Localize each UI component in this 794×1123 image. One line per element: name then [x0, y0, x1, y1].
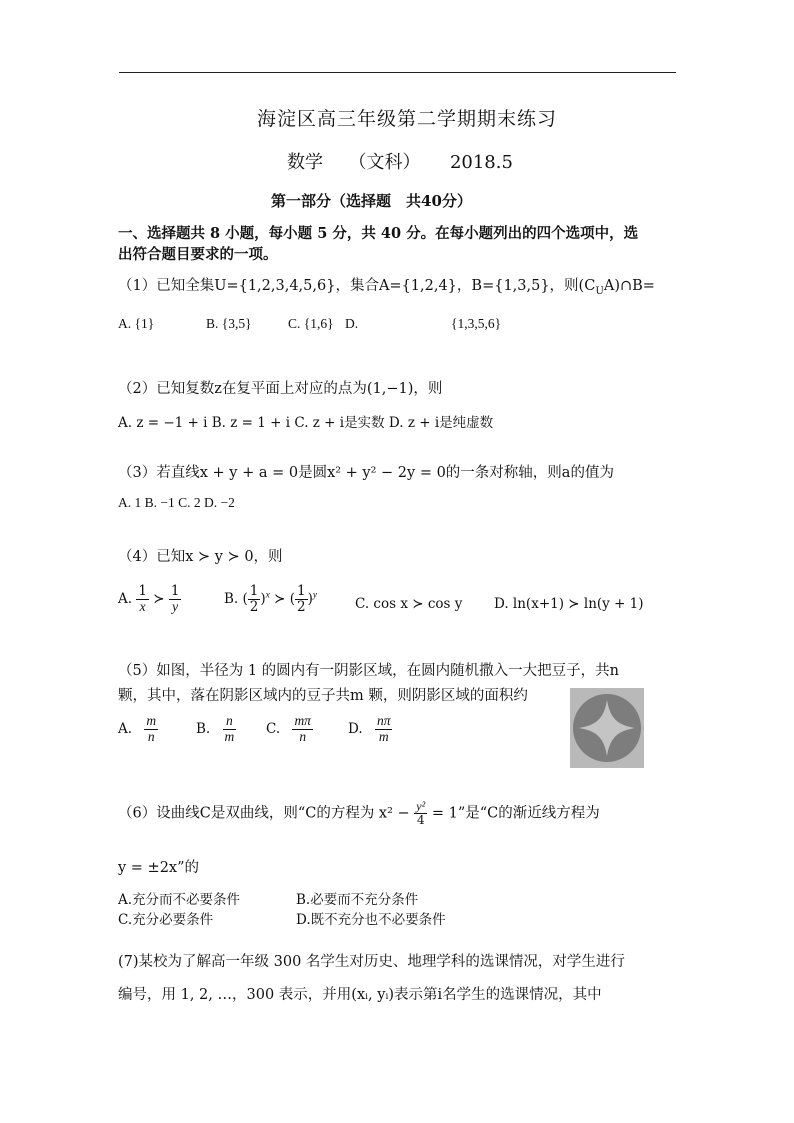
q5-option-a	[118, 714, 158, 745]
q5-option-b-label: B.	[196, 720, 211, 737]
circle-with-star-image	[570, 688, 644, 768]
q5-option-c	[266, 714, 313, 745]
q5-option-b-frac: $\frac{n}{m}$	[224, 713, 235, 744]
q4-option-a-label: A.	[118, 590, 133, 607]
q4-option-b: B. ( $\frac{1}{2}$ )$^x$ ≻ ( $\frac{1}{2}$ )$^y$	[224, 583, 318, 615]
q1-option-b: B. {3,5}	[206, 316, 252, 331]
q4-option-b-right-frac: $\frac{1}{2}$	[297, 583, 306, 615]
q4-option-a	[118, 584, 181, 615]
q7-line2: 编号，用 1, 2, …，300 表示，并用(xᵢ, yᵢ)表示第i名学生的选课情况，其中	[118, 987, 602, 1003]
q6-option-c: C.充分必要条件	[118, 912, 214, 928]
q4-option-b-left-frac: $\frac{1}{2}$	[249, 583, 259, 615]
part-title: 第一部分（选择题 共40分）	[271, 192, 472, 210]
q5-line1: （5）如图，半径为 1 的圆内有一阴影区域，在圆内随机撒入一大把豆子，共n	[118, 663, 620, 679]
q5-option-c-frac: $\frac{m\pi}{n}$	[294, 713, 311, 744]
q6-frac: $\frac{\text{y²}}{4}$	[416, 799, 426, 828]
subtitle-type: （文科）	[348, 152, 421, 173]
subtitle-subject: 数学	[287, 152, 323, 173]
q7-line1: (7)某校为了解高一年级 300 名学生对历史、地理学科的选课情况，对学生进行	[118, 954, 625, 970]
q6-option-a: A.充分而不必要条件	[118, 892, 241, 908]
q4-option-b-label: B.	[224, 590, 239, 607]
q1-stem-sub: U	[595, 285, 604, 297]
q3-options: A. 1 B. −1 C. 2 D. −2	[118, 495, 235, 510]
q5-option-b	[196, 714, 236, 745]
q4-option-d: D. ln(x+1) ≻ ln(y + 1)	[494, 596, 644, 612]
q4-option-b-relation: ≻	[274, 590, 286, 607]
page-title: 海淀区高三年级第二学期期末练习	[257, 108, 558, 130]
q4-stem: （4）已知x ≻ y ≻ 0，则	[118, 549, 283, 565]
shaded-region-figure	[570, 688, 644, 768]
q6-stem	[118, 800, 600, 827]
q4-option-a-relation: ≻	[153, 590, 165, 607]
instructions-line2: 出符合题目要求的一项。	[118, 246, 278, 263]
q1-option-a: A. {1}	[118, 316, 155, 331]
q5-line2: 颗，其中，落在阴影区域内的豆子共m 颗，则阴影区域的面积约	[118, 688, 528, 704]
q4-option-a-frac2: $\frac{1}{y}$	[170, 583, 180, 614]
subtitle-date: 2018.5	[449, 152, 513, 173]
q6-option-d: D.既不充分也不必要条件	[296, 912, 446, 928]
q4-option-c: C. cos x ≻ cos y	[355, 596, 463, 612]
q5-option-c-label: C.	[266, 720, 281, 737]
subtitle	[287, 148, 513, 174]
q5-option-a-frac: $\frac{m}{n}$	[146, 713, 157, 744]
q3-stem: （3）若直线x + y + a = 0是圆x² + y² − 2y = 0的一条对称轴，则a的值为	[118, 465, 614, 481]
q6-stem-part2: = 1”是“C的渐近线方程为	[431, 805, 600, 822]
q1-option-d-label: D.	[345, 316, 359, 331]
q1-option-d-value: {1,3,5,6}	[451, 316, 502, 331]
q6-option-b: B.必要而不充分条件	[296, 892, 419, 908]
instructions-line1: 一、选择题共 8 小题，每小题 5 分，共 40 分。在每小题列出的四个选项中，选	[118, 225, 639, 242]
q5-option-d-label: D.	[348, 720, 363, 737]
q1-stem	[118, 274, 655, 297]
q6-stem-part1: （6）设曲线C是双曲线，则“C的方程为 x² −	[118, 805, 410, 822]
q5-option-d	[348, 714, 392, 745]
q6-line2: y = ±2x”的	[118, 860, 200, 876]
q2-stem: （2）已知复数z在复平面上对应的点为(1,−1)，则	[118, 381, 443, 397]
q5-option-d-frac: $\frac{n\pi}{m}$	[376, 713, 391, 744]
q1-stem-end: A)∩B=	[603, 278, 655, 294]
q1-stem-text: （1）已知全集U={1,2,3,4,5,6}，集合A={1,2,4}，B={1,3,5}，则(C	[118, 278, 596, 294]
q5-option-a-label: A.	[118, 720, 133, 737]
q4-option-a-frac1: $\frac{1}{x}$	[138, 583, 147, 614]
q2-options: A. z = −1 + i B. z = 1 + i C. z + i是实数 D. z + i是纯虚数	[118, 415, 494, 431]
q1-option-c: C. {1,6}	[288, 316, 334, 331]
top-rule	[119, 72, 676, 73]
